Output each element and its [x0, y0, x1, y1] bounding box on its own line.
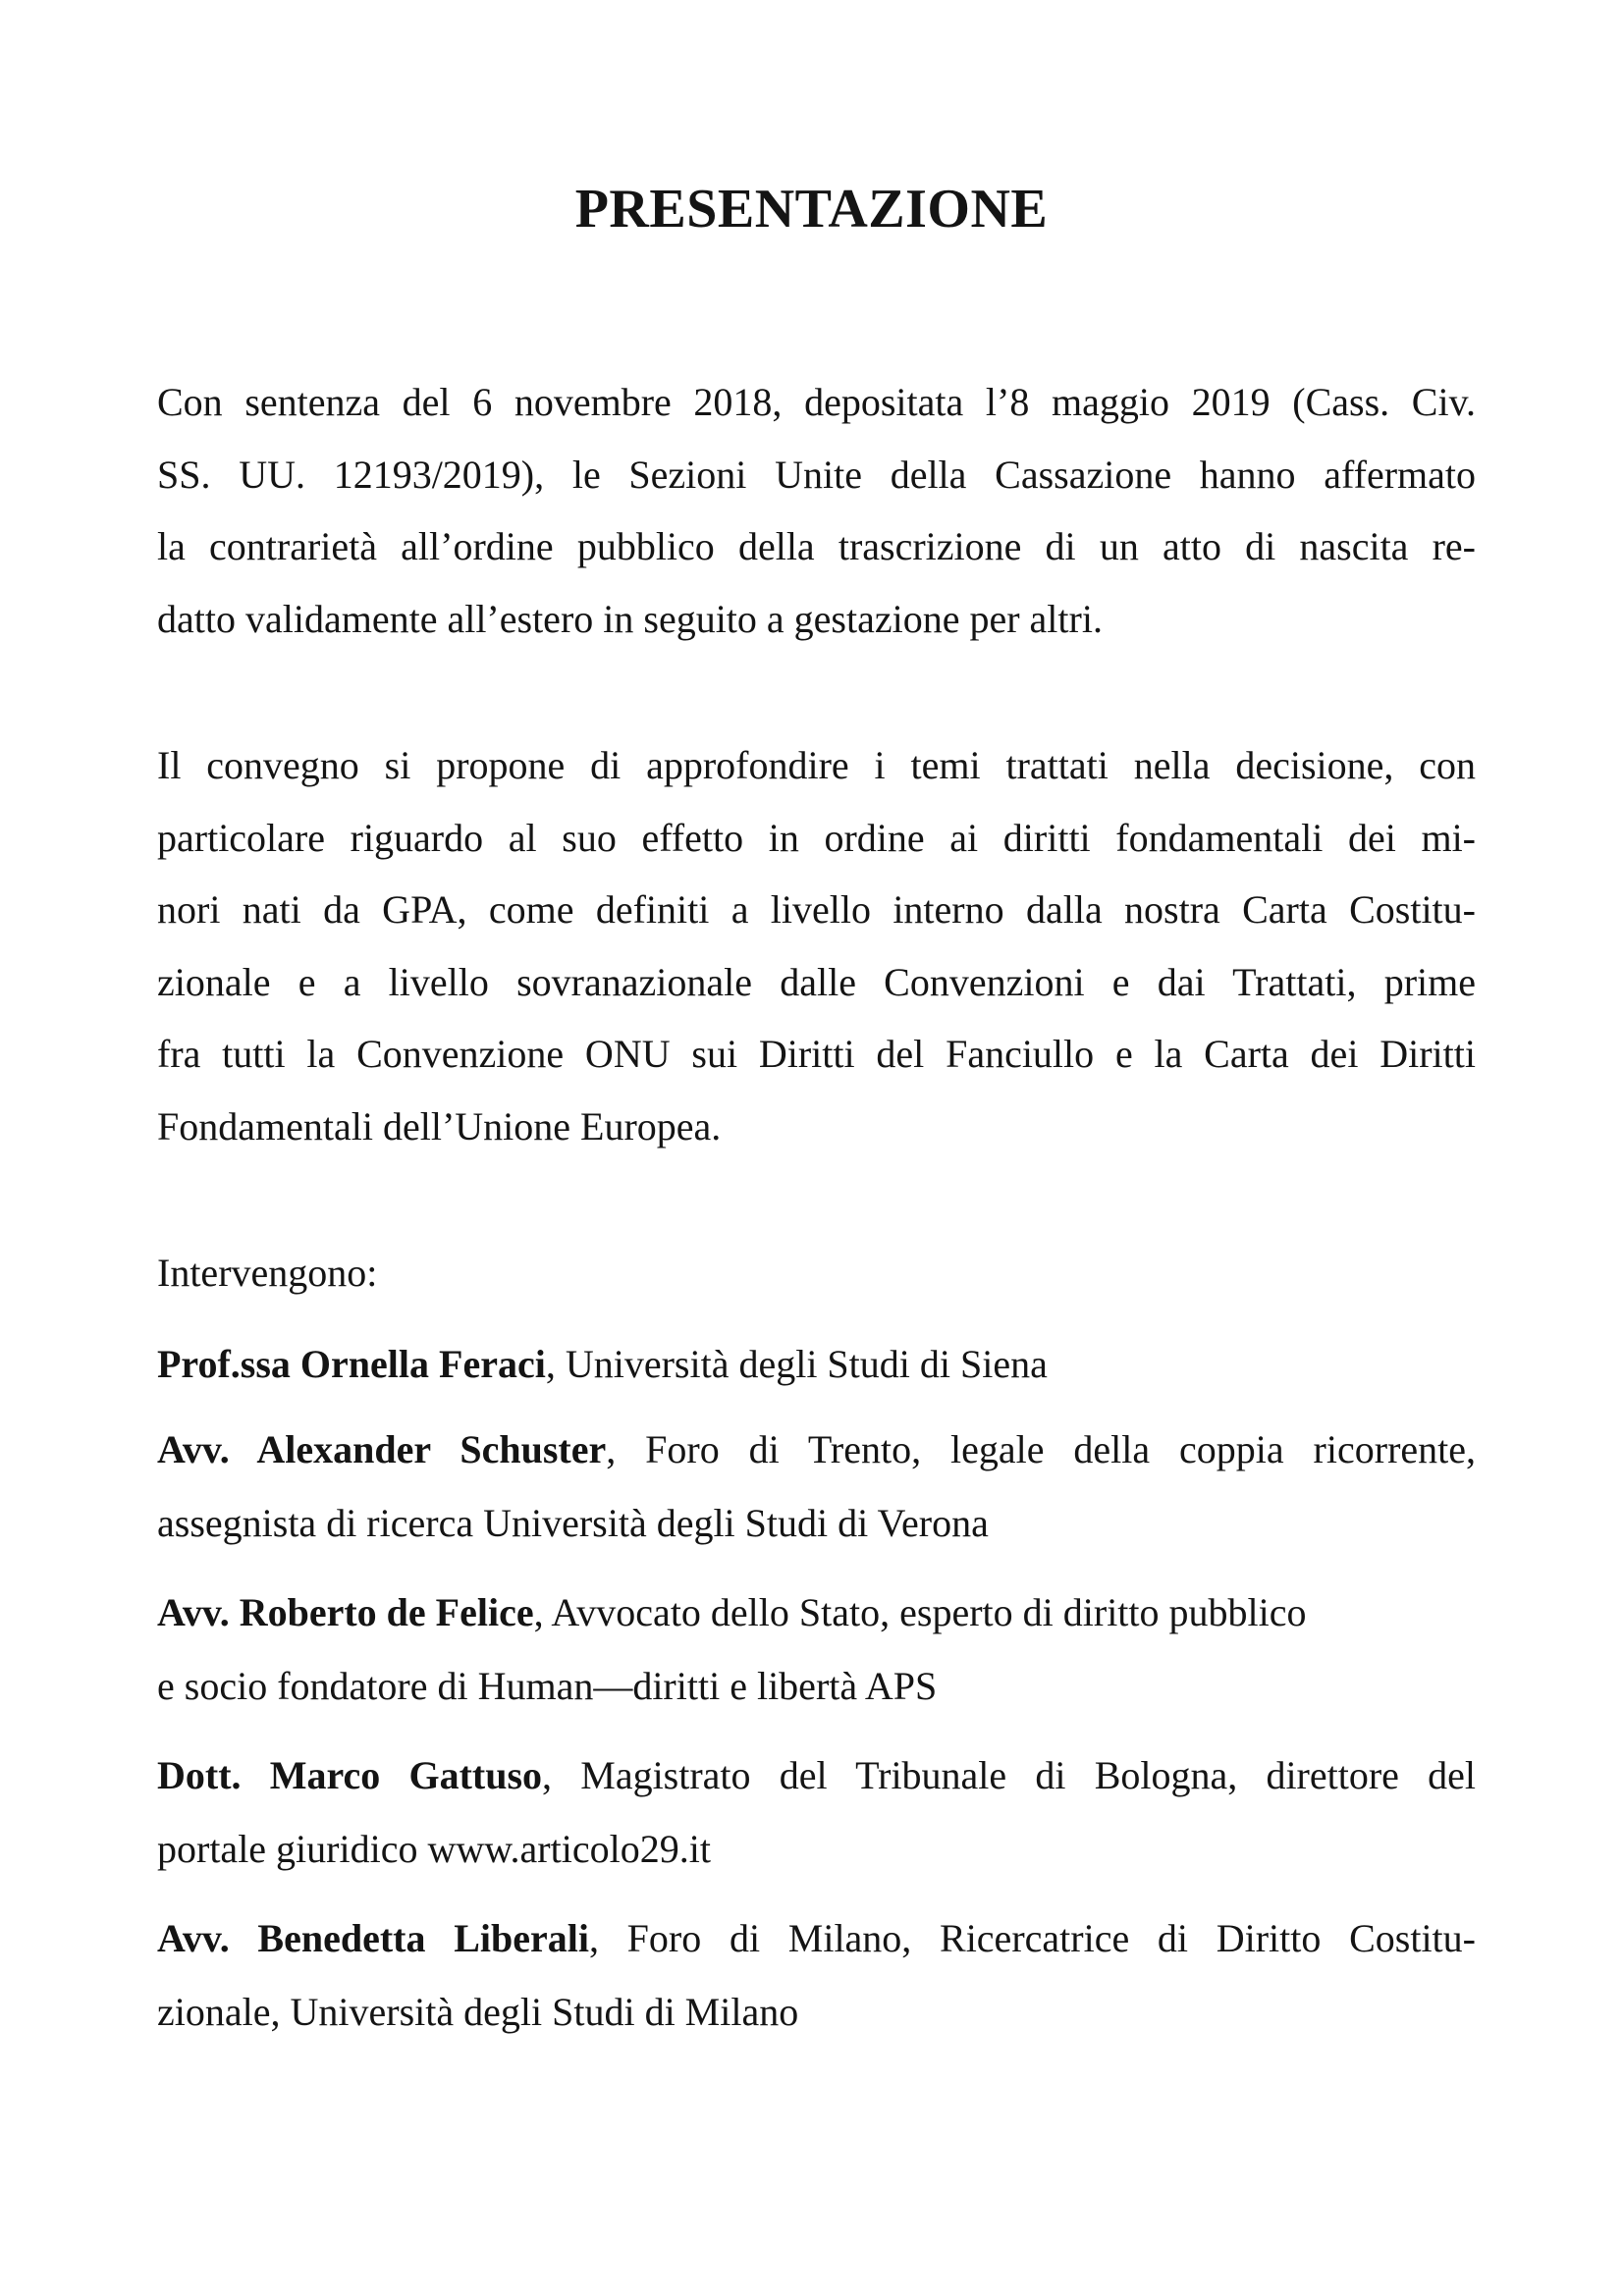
speaker-line [157, 1413, 1476, 1486]
paragraph-line: SS. UU. 12193/2019), le Sezioni Unite della Cassazione hanno affermato [157, 452, 1476, 497]
paragraph-line: zionale e a livello sovranazionale dalle Convenzioni e dai Trattati, prime [157, 959, 1476, 1004]
speakers-list [157, 1327, 1476, 2064]
paragraph-line: fra tutti la Convenzione ONU sui Diritti del Fanciullo e la Carta dei Diritti [157, 1032, 1476, 1076]
paragraph-sentenza [157, 366, 1476, 655]
paragraph-line: la contrarietà all’ordine pubblico della trascrizione di un atto di nascita re- [157, 524, 1476, 568]
paragraph-line: nori nati da GPA, come definiti a livello interno dalla nostra Carta Costitu- [157, 887, 1476, 932]
speaker-item [157, 1901, 1476, 2049]
speaker-item [157, 1575, 1476, 1723]
speaker-affiliation: , Università degli Studi di Siena [545, 1342, 1048, 1386]
paragraph-line: Con sentenza del 6 novembre 2018, depositata l’8 maggio 2019 (Cass. Civ. [157, 380, 1476, 424]
speaker-name: Dott. Marco Gattuso [157, 1753, 543, 1797]
speaker-line [157, 1901, 1476, 1975]
speaker-line [157, 1327, 1476, 1401]
paragraph-line: Fondamentali dell’Unione Europea. [157, 1103, 722, 1148]
speaker-affiliation-cont: portale giuridico www.articolo29.it [157, 1827, 711, 1871]
page-title: PRESENTAZIONE [574, 179, 1049, 240]
speaker-name: Avv. Roberto de Felice [157, 1590, 534, 1634]
paragraph-line: particolare riguardo al suo effetto in ordine ai diritti fondamentali dei mi- [157, 815, 1476, 860]
paragraph-convegno [157, 729, 1476, 1162]
speaker-name: Prof.ssa Ornella Feraci [157, 1342, 546, 1386]
speaker-affiliation-cont: e socio fondatore di Human—diritti e libertà APS [157, 1664, 938, 1708]
paragraph-line: Il convegno si propone di approfondire i temi trattati nella decisione, con [157, 743, 1476, 787]
speaker-line [157, 1575, 1476, 1649]
speaker-line [157, 1738, 1476, 1812]
speaker-item [157, 1738, 1476, 1886]
speaker-affiliation-cont: assegnista di ricerca Università degli Studi di Verona [157, 1501, 989, 1545]
speaker-item [157, 1413, 1476, 1560]
speaker-affiliation: , Avvocato dello Stato, esperto di diritto pubblico [533, 1590, 1307, 1634]
speaker-item [157, 1327, 1476, 1401]
speaker-affiliation-cont: zionale, Università degli Studi di Milano [157, 1990, 799, 2034]
speaker-name: Avv. Alexander Schuster [157, 1427, 607, 1471]
speaker-name: Avv. Benedetta Liberali [157, 1916, 589, 1960]
speaker-affiliation: , Foro di Milano, Ricercatrice di Diritto Costitu- [588, 1916, 1476, 1960]
speaker-affiliation: , Foro di Trento, legale della coppia ricorrente, [606, 1427, 1477, 1471]
speaker-affiliation: , Magistrato del Tribunale di Bologna, direttore del [542, 1753, 1476, 1797]
paragraph-line: datto validamente all’estero in seguito a gestazione per altri. [157, 596, 1103, 641]
speakers-intro: Intervengono: [157, 1251, 378, 1295]
